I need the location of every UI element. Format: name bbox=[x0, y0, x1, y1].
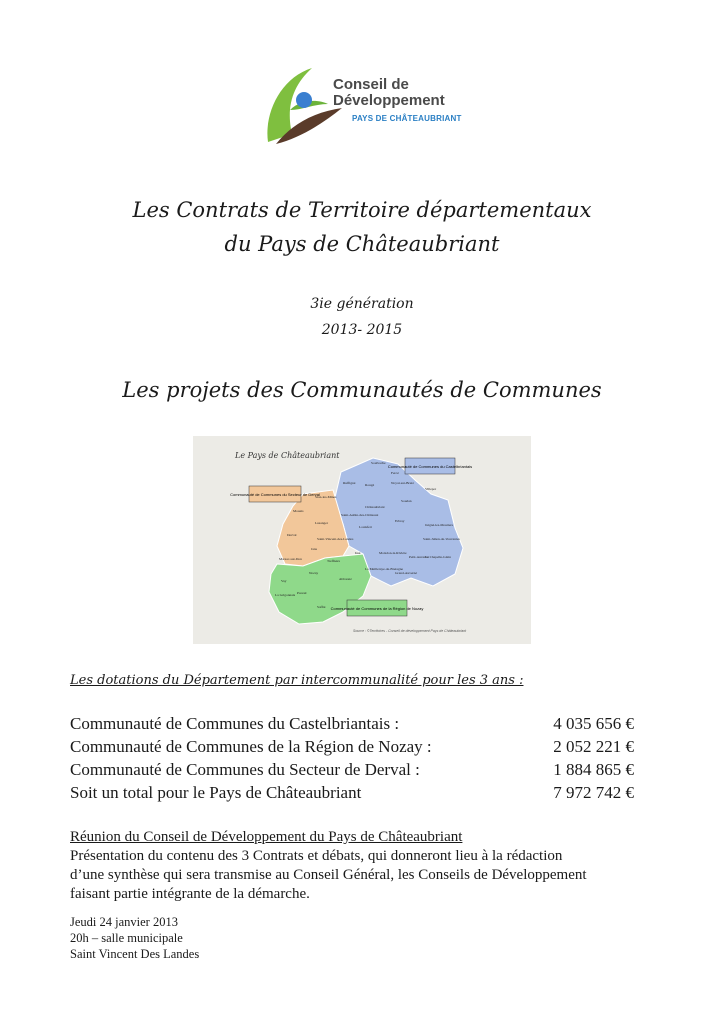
dotation-value: 4 035 656 € bbox=[553, 714, 634, 733]
legend-nozay: Communauté de Communes de la Région de Nozay bbox=[330, 606, 424, 611]
town-label: Ruffigné bbox=[343, 481, 356, 485]
town-label: Juigné-les-Moutiers bbox=[425, 523, 453, 527]
dotation-label: Communauté de Communes du Secteur de Derval : bbox=[70, 760, 420, 779]
town-label: Petit-Auverné bbox=[409, 555, 429, 559]
dotation-value: 1 884 865 € bbox=[553, 760, 634, 779]
town-label: Saint-Julien-de-Vouvantes bbox=[423, 537, 460, 541]
town-label: Issé bbox=[355, 551, 361, 555]
town-label: Noyal-sur-Brutz bbox=[391, 481, 414, 485]
meeting-line3: faisant partie intégrante de la démarche. bbox=[70, 886, 310, 902]
projects-title: Les projets des Communautés de Communes bbox=[122, 378, 602, 402]
town-label: Saint-Aubin-des-Châteaux bbox=[341, 513, 379, 517]
town-label: Abbaretz bbox=[339, 577, 352, 581]
dotation-label: Communauté de Communes de la Région de Nozay : bbox=[70, 737, 432, 756]
town-label: Derval bbox=[287, 533, 297, 537]
town-label: Sion-les-Mines bbox=[315, 495, 337, 499]
town-label: Marsac-sur-Don bbox=[279, 557, 302, 561]
meeting-line2: d’une synthèse qui sera transmise au Conseil Général, les Conseils de Développement bbox=[70, 867, 587, 883]
town-label: Saint-Vincent-des-Landes bbox=[317, 537, 354, 541]
town-label: La Meilleraye-de-Bretagne bbox=[365, 567, 403, 571]
town-label: Puceul bbox=[297, 591, 307, 595]
town-label: Lusanger bbox=[315, 521, 329, 525]
town-label: Rougé bbox=[365, 483, 375, 487]
dotation-total-label: Soit un total pour le Pays de Châteaubriant bbox=[70, 783, 362, 802]
dotation-label: Communauté de Communes du Castelbriantais : bbox=[70, 714, 400, 733]
title-line2: du Pays de Châteaubriant bbox=[224, 232, 500, 256]
dotation-total-value: 7 972 742 € bbox=[553, 783, 634, 802]
territory-map bbox=[193, 436, 531, 644]
dotations-heading: Les dotations du Département par intercommunalité pour les 3 ans : bbox=[70, 673, 524, 688]
town-label: Erbray bbox=[395, 519, 405, 523]
dotation-value: 2 052 221 € bbox=[553, 737, 634, 756]
logo-line1: Conseil de bbox=[333, 76, 409, 93]
town-label: Saffré bbox=[317, 605, 326, 609]
town-label: Vay bbox=[281, 579, 287, 583]
town-label: Soudan bbox=[401, 499, 412, 503]
town-label: Moisdon-la-Rivière bbox=[379, 551, 407, 555]
town-label: La Chapelle-Glain bbox=[425, 555, 451, 559]
town-label: Nozay bbox=[309, 571, 319, 575]
title-line1: Les Contrats de Territoire départementaux bbox=[132, 198, 592, 222]
town-label: Louisfert bbox=[359, 525, 372, 529]
meeting-date: Jeudi 24 janvier 2013 bbox=[70, 915, 178, 929]
town-label: Fercé bbox=[391, 471, 399, 475]
map-title: Le Pays de Châteaubriant bbox=[235, 451, 340, 460]
town-label: Treffieux bbox=[327, 559, 341, 563]
generation: 3ie génération bbox=[310, 296, 414, 312]
town-label: Soulvache bbox=[371, 461, 386, 465]
years: 2013- 2015 bbox=[321, 322, 403, 338]
town-label: Mouais bbox=[293, 509, 304, 513]
legend-castel: Communauté de Communes du Castelbriantais bbox=[387, 464, 473, 469]
town-label: Châteaubriant bbox=[365, 505, 385, 509]
town-label: Villepot bbox=[425, 487, 437, 491]
map-source: Source : ©Territoires - Conseil de développement Pays de Châteaubriant bbox=[353, 629, 467, 633]
town-label: Grand-Auverné bbox=[395, 571, 417, 575]
meeting-time: 20h – salle municipale bbox=[70, 931, 183, 945]
meeting-line1: Présentation du contenu des 3 Contrats et débats, qui donneront lieu à la rédaction bbox=[70, 848, 563, 864]
meeting-place: Saint Vincent Des Landes bbox=[70, 947, 200, 961]
logo-line3: PAYS DE CHÂTEAUBRIANT bbox=[352, 114, 462, 123]
town-label: La Grigonnais bbox=[275, 593, 296, 597]
legend-derval: Communauté de Communes du Secteur de Derval bbox=[230, 492, 320, 497]
town-label: Jans bbox=[311, 547, 318, 551]
logo-line2: Développement bbox=[333, 92, 445, 109]
meeting-title: Réunion du Conseil de Développement du Pays de Châteaubriant bbox=[70, 829, 463, 845]
